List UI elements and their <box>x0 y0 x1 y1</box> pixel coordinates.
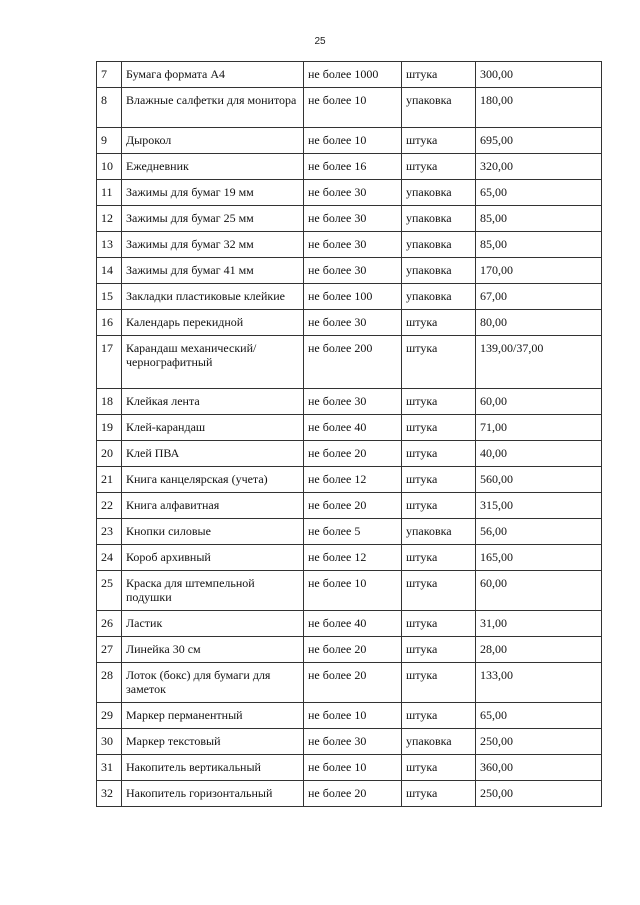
item-name-cell: Клей-карандаш <box>122 415 304 441</box>
table-row <box>97 781 602 807</box>
quantity-cell: не более 12 <box>304 545 402 571</box>
row-number-cell: 11 <box>97 180 122 206</box>
row-number-cell: 20 <box>97 441 122 467</box>
item-name-cell: Книга алфавитная <box>122 493 304 519</box>
unit-cell: штука <box>402 336 476 389</box>
item-name-cell: Маркер текстовый <box>122 729 304 755</box>
unit-cell: штука <box>402 441 476 467</box>
row-number-cell: 26 <box>97 611 122 637</box>
item-name-cell: Ежедневник <box>122 154 304 180</box>
table-row <box>97 703 602 729</box>
quantity-cell: не более 30 <box>304 232 402 258</box>
unit-cell: штука <box>402 545 476 571</box>
quantity-cell: не более 40 <box>304 415 402 441</box>
price-cell: 560,00 <box>476 467 602 493</box>
quantity-cell: не более 20 <box>304 493 402 519</box>
row-number-cell: 25 <box>97 571 122 611</box>
price-cell: 320,00 <box>476 154 602 180</box>
price-cell: 67,00 <box>476 284 602 310</box>
unit-cell: штука <box>402 493 476 519</box>
table-row <box>97 88 602 128</box>
table-row <box>97 755 602 781</box>
unit-cell: штука <box>402 415 476 441</box>
row-number-cell: 29 <box>97 703 122 729</box>
table-row <box>97 284 602 310</box>
table-row <box>97 415 602 441</box>
item-name-cell: Короб архивный <box>122 545 304 571</box>
quantity-cell: не более 30 <box>304 258 402 284</box>
item-name-cell: Зажимы для бумаг 32 мм <box>122 232 304 258</box>
table-row <box>97 232 602 258</box>
quantity-cell: не более 10 <box>304 128 402 154</box>
table-row <box>97 467 602 493</box>
supplies-table <box>96 61 602 807</box>
price-cell: 165,00 <box>476 545 602 571</box>
unit-cell: штука <box>402 663 476 703</box>
unit-cell: штука <box>402 128 476 154</box>
item-name-cell: Ластик <box>122 611 304 637</box>
quantity-cell: не более 30 <box>304 389 402 415</box>
price-cell: 28,00 <box>476 637 602 663</box>
quantity-cell: не более 200 <box>304 336 402 389</box>
item-name-cell: Влажные салфетки для монитора <box>122 88 304 128</box>
row-number-cell: 14 <box>97 258 122 284</box>
supplies-table-body <box>97 62 602 807</box>
unit-cell: штука <box>402 703 476 729</box>
row-number-cell: 17 <box>97 336 122 389</box>
quantity-cell: не более 20 <box>304 441 402 467</box>
table-row <box>97 493 602 519</box>
unit-cell: штука <box>402 755 476 781</box>
item-name-cell: Календарь перекидной <box>122 310 304 336</box>
price-cell: 180,00 <box>476 88 602 128</box>
quantity-cell: не более 20 <box>304 637 402 663</box>
row-number-cell: 15 <box>97 284 122 310</box>
price-cell: 85,00 <box>476 232 602 258</box>
table-row <box>97 180 602 206</box>
item-name-cell: Маркер перманентный <box>122 703 304 729</box>
row-number-cell: 13 <box>97 232 122 258</box>
table-row <box>97 310 602 336</box>
unit-cell: штука <box>402 389 476 415</box>
row-number-cell: 23 <box>97 519 122 545</box>
item-name-cell: Лоток (бокс) для бумаги для заметок <box>122 663 304 703</box>
item-name-cell: Клейкая лента <box>122 389 304 415</box>
row-number-cell: 22 <box>97 493 122 519</box>
unit-cell: штука <box>402 611 476 637</box>
unit-cell: упаковка <box>402 180 476 206</box>
row-number-cell: 30 <box>97 729 122 755</box>
unit-cell: штука <box>402 571 476 611</box>
row-number-cell: 32 <box>97 781 122 807</box>
price-cell: 250,00 <box>476 729 602 755</box>
price-cell: 80,00 <box>476 310 602 336</box>
table-row <box>97 336 602 389</box>
unit-cell: упаковка <box>402 88 476 128</box>
row-number-cell: 7 <box>97 62 122 88</box>
table-row <box>97 441 602 467</box>
quantity-cell: не более 5 <box>304 519 402 545</box>
quantity-cell: не более 30 <box>304 729 402 755</box>
price-cell: 133,00 <box>476 663 602 703</box>
table-row <box>97 611 602 637</box>
price-cell: 60,00 <box>476 389 602 415</box>
item-name-cell: Карандаш механический/чернографитный <box>122 336 304 389</box>
item-name-cell: Линейка 30 см <box>122 637 304 663</box>
price-cell: 65,00 <box>476 180 602 206</box>
table-row <box>97 389 602 415</box>
quantity-cell: не более 10 <box>304 571 402 611</box>
item-name-cell: Клей ПВА <box>122 441 304 467</box>
table-row <box>97 128 602 154</box>
quantity-cell: не более 16 <box>304 154 402 180</box>
quantity-cell: не более 10 <box>304 88 402 128</box>
price-cell: 695,00 <box>476 128 602 154</box>
table-row <box>97 663 602 703</box>
unit-cell: упаковка <box>402 519 476 545</box>
quantity-cell: не более 100 <box>304 284 402 310</box>
quantity-cell: не более 30 <box>304 180 402 206</box>
unit-cell: штука <box>402 467 476 493</box>
quantity-cell: не более 20 <box>304 663 402 703</box>
price-cell: 31,00 <box>476 611 602 637</box>
row-number-cell: 12 <box>97 206 122 232</box>
unit-cell: штука <box>402 154 476 180</box>
price-cell: 139,00/37,00 <box>476 336 602 389</box>
row-number-cell: 10 <box>97 154 122 180</box>
unit-cell: упаковка <box>402 258 476 284</box>
unit-cell: упаковка <box>402 232 476 258</box>
price-cell: 60,00 <box>476 571 602 611</box>
unit-cell: упаковка <box>402 206 476 232</box>
price-cell: 40,00 <box>476 441 602 467</box>
row-number-cell: 24 <box>97 545 122 571</box>
row-number-cell: 21 <box>97 467 122 493</box>
item-name-cell: Накопитель горизонтальный <box>122 781 304 807</box>
table-row <box>97 62 602 88</box>
unit-cell: штука <box>402 310 476 336</box>
row-number-cell: 8 <box>97 88 122 128</box>
unit-cell: штука <box>402 637 476 663</box>
row-number-cell: 9 <box>97 128 122 154</box>
price-cell: 250,00 <box>476 781 602 807</box>
price-cell: 170,00 <box>476 258 602 284</box>
price-cell: 56,00 <box>476 519 602 545</box>
table-row <box>97 571 602 611</box>
item-name-cell: Дырокол <box>122 128 304 154</box>
item-name-cell: Закладки пластиковые клейкие <box>122 284 304 310</box>
row-number-cell: 19 <box>97 415 122 441</box>
quantity-cell: не более 12 <box>304 467 402 493</box>
table-row <box>97 637 602 663</box>
item-name-cell: Зажимы для бумаг 19 мм <box>122 180 304 206</box>
page-number: 25 <box>314 36 326 47</box>
price-cell: 71,00 <box>476 415 602 441</box>
price-cell: 300,00 <box>476 62 602 88</box>
table-row <box>97 206 602 232</box>
price-cell: 85,00 <box>476 206 602 232</box>
table-row <box>97 545 602 571</box>
quantity-cell: не более 10 <box>304 703 402 729</box>
item-name-cell: Краска для штемпельной подушки <box>122 571 304 611</box>
row-number-cell: 18 <box>97 389 122 415</box>
quantity-cell: не более 30 <box>304 206 402 232</box>
item-name-cell: Зажимы для бумаг 25 мм <box>122 206 304 232</box>
table-row <box>97 729 602 755</box>
table-row <box>97 154 602 180</box>
quantity-cell: не более 30 <box>304 310 402 336</box>
price-cell: 315,00 <box>476 493 602 519</box>
item-name-cell: Зажимы для бумаг 41 мм <box>122 258 304 284</box>
unit-cell: упаковка <box>402 284 476 310</box>
price-cell: 65,00 <box>476 703 602 729</box>
item-name-cell: Книга канцелярская (учета) <box>122 467 304 493</box>
row-number-cell: 16 <box>97 310 122 336</box>
unit-cell: штука <box>402 781 476 807</box>
item-name-cell: Накопитель вертикальный <box>122 755 304 781</box>
quantity-cell: не более 40 <box>304 611 402 637</box>
row-number-cell: 27 <box>97 637 122 663</box>
quantity-cell: не более 10 <box>304 755 402 781</box>
quantity-cell: не более 1000 <box>304 62 402 88</box>
price-cell: 360,00 <box>476 755 602 781</box>
table-row <box>97 519 602 545</box>
unit-cell: упаковка <box>402 729 476 755</box>
unit-cell: штука <box>402 62 476 88</box>
row-number-cell: 28 <box>97 663 122 703</box>
item-name-cell: Бумага формата А4 <box>122 62 304 88</box>
quantity-cell: не более 20 <box>304 781 402 807</box>
item-name-cell: Кнопки силовые <box>122 519 304 545</box>
table-row <box>97 258 602 284</box>
row-number-cell: 31 <box>97 755 122 781</box>
